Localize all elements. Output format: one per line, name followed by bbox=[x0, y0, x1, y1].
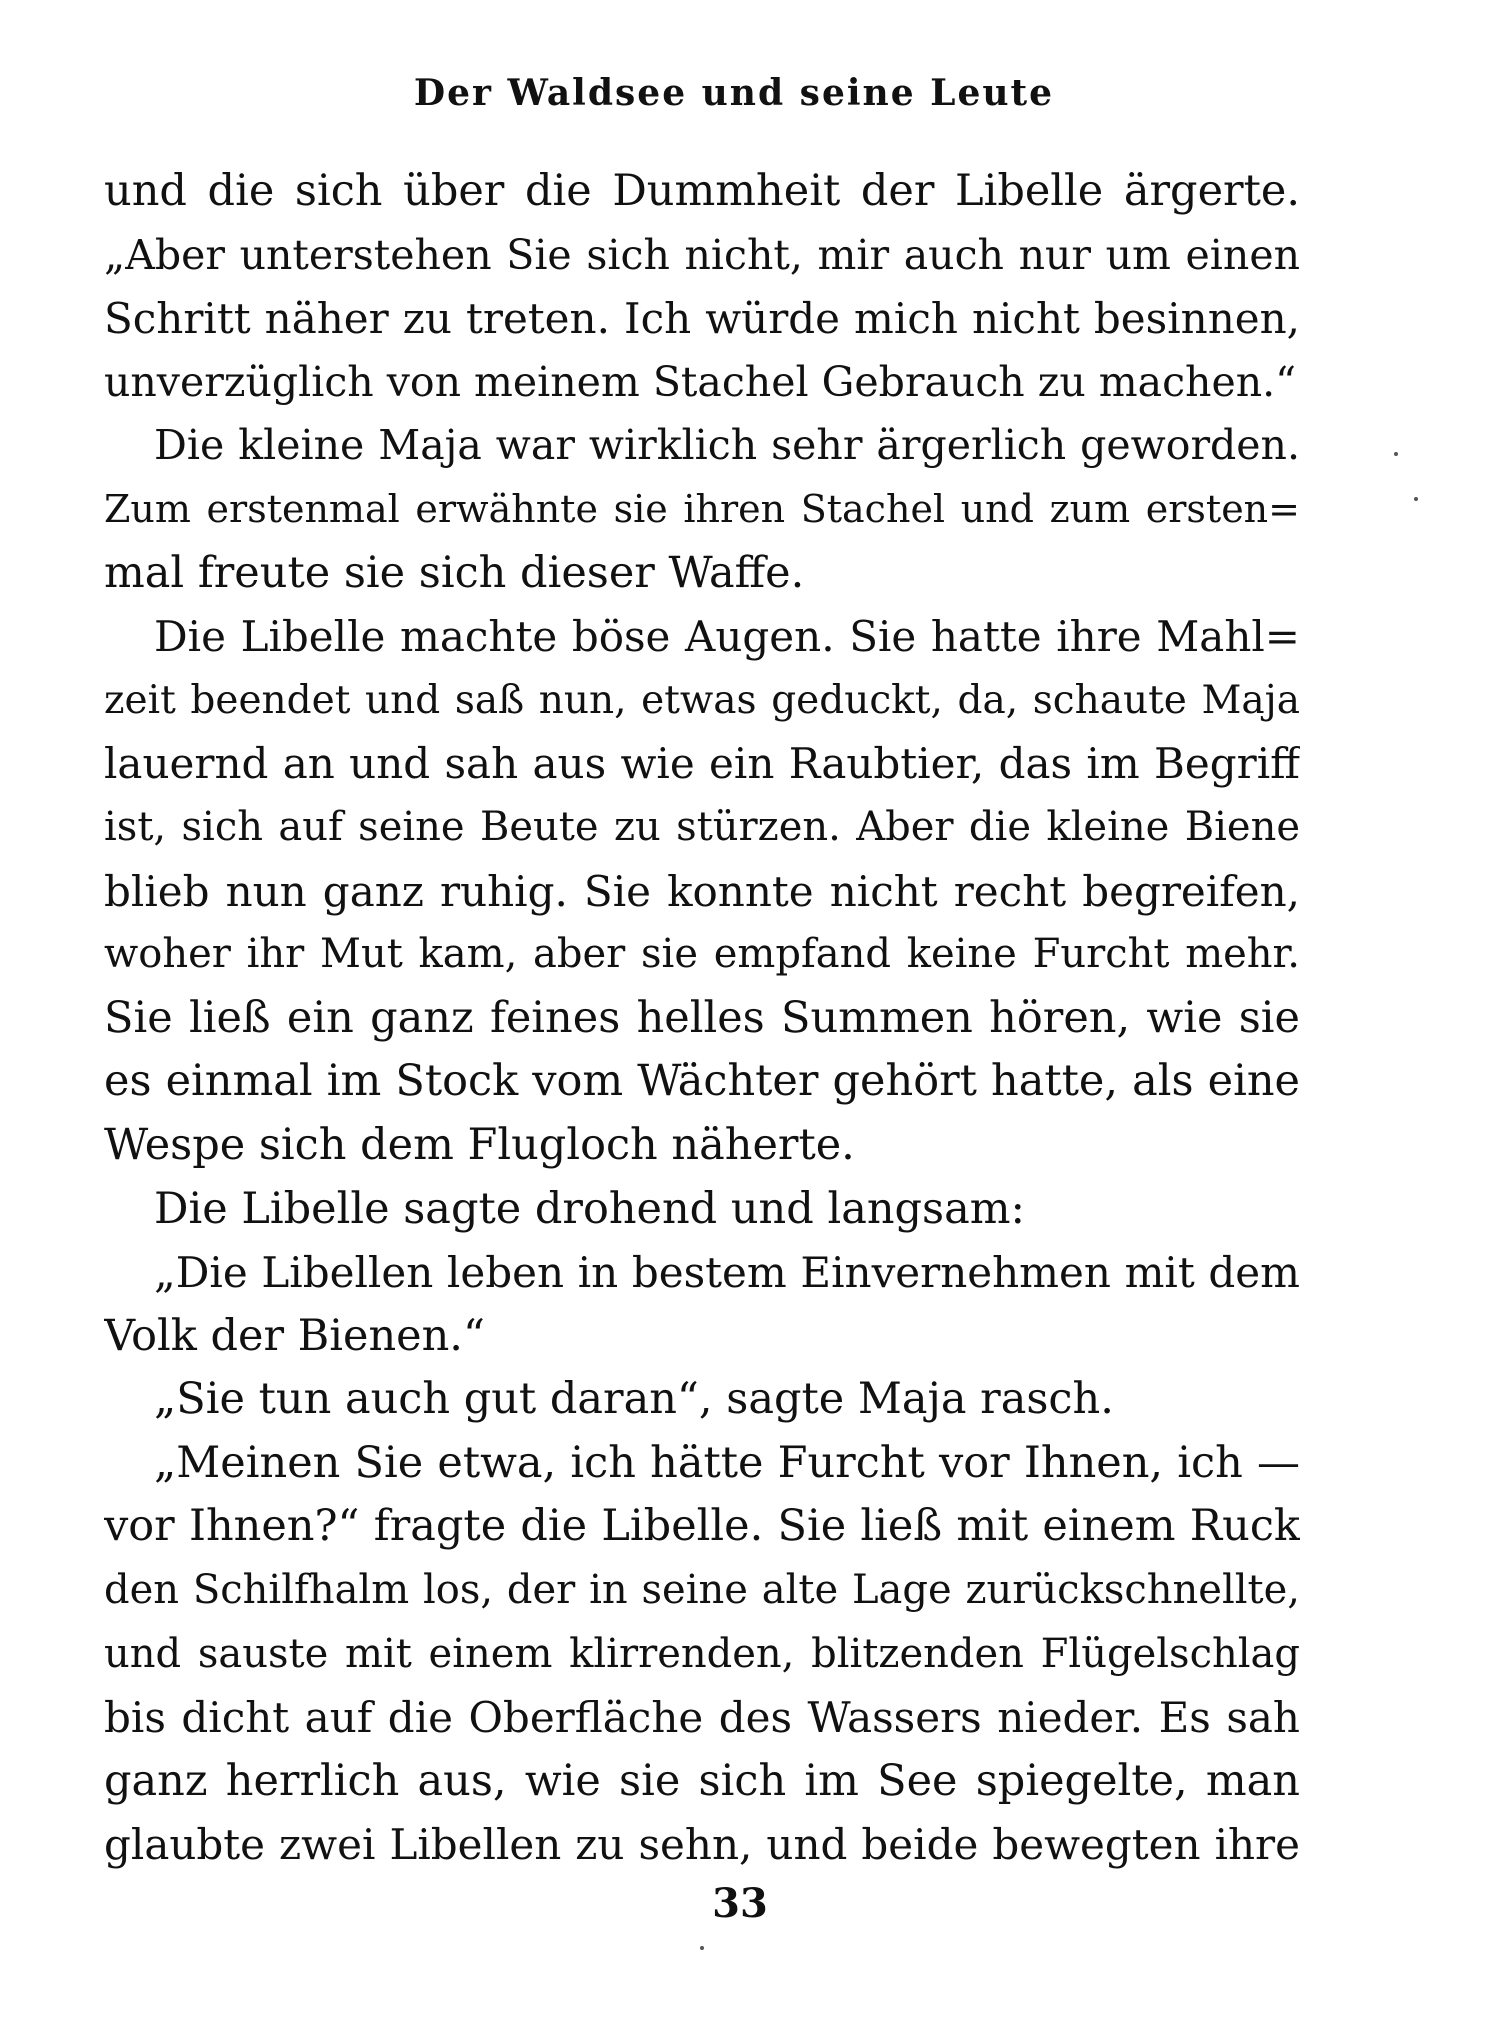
text-line: „Aber unterstehen Sie sich nicht, mir auch nur um einen bbox=[104, 230, 1300, 279]
print-speck bbox=[1394, 452, 1398, 456]
text-line: den Schilfhalm los, der in seine alte Lage zurückschnellte, bbox=[104, 1567, 1300, 1614]
text-line: blieb nun ganz ruhig. Sie konnte nicht recht begreifen, bbox=[104, 866, 1300, 916]
body-text bbox=[104, 160, 1300, 1877]
text-line: ganz herrlich aus, wie sie sich im See spiegelte, man bbox=[104, 1755, 1300, 1806]
text-line: woher ihr Mut kam, aber sie empfand keine Furcht mehr. bbox=[104, 931, 1300, 978]
text-line: Sie ließ ein ganz feines helles Summen hören, wie sie bbox=[104, 992, 1300, 1043]
print-speck bbox=[1414, 497, 1418, 501]
text-line: Wespe sich dem Flugloch näherte. bbox=[104, 1119, 855, 1170]
text-line: zeit beendet und saß nun, etwas geduckt, da, schaute Maja bbox=[104, 677, 1300, 723]
text-line: glaubte zwei Libellen zu sehn, und beide bewegten ihre bbox=[104, 1820, 1300, 1870]
running-head: Der Waldsee und seine Leute bbox=[413, 72, 1055, 114]
text-line: Volk der Bienen.“ bbox=[104, 1310, 485, 1361]
page-number: 33 bbox=[712, 1880, 768, 1927]
text-line: Die Libelle machte böse Augen. Sie hatte ihre Mahl= bbox=[154, 612, 1300, 662]
text-line: es einmal im Stock vom Wächter gehört hatte, als eine bbox=[104, 1056, 1300, 1107]
text-line: bis dicht auf die Oberfläche des Wassers nieder. Es sah bbox=[104, 1693, 1300, 1743]
text-line: „Die Libellen leben in bestem Einvernehmen mit dem bbox=[154, 1248, 1300, 1298]
text-line: Zum erstenmal erwähnte sie ihren Stachel und zum ersten= bbox=[104, 486, 1300, 531]
text-line: unverzüglich von meinem Stachel Gebrauch zu machen.“ bbox=[104, 357, 1297, 406]
text-line: Die kleine Maja war wirklich sehr ärgerlich geworden. bbox=[154, 421, 1300, 470]
text-line: vor Ihnen?“ fragte die Libelle. Sie ließ mit einem Ruck bbox=[104, 1501, 1300, 1552]
text-line: mal freute sie sich dieser Waffe. bbox=[104, 547, 805, 598]
text-line: Schritt näher zu treten. Ich würde mich nicht besinnen, bbox=[104, 294, 1300, 344]
text-line: „Sie tun auch gut daran“, sagte Maja rasch. bbox=[154, 1374, 1114, 1425]
text-line: lauernd an und sah aus wie ein Raubtier, das im Begriff bbox=[104, 739, 1300, 789]
text-line: und die sich über die Dummheit der Libelle ärgerte. bbox=[104, 166, 1300, 216]
text-line: Die Libelle sagte drohend und langsam: bbox=[154, 1183, 1026, 1234]
text-line: „Meinen Sie etwa, ich hätte Furcht vor Ihnen, ich — bbox=[154, 1437, 1300, 1488]
print-speck bbox=[700, 1946, 704, 1950]
text-line: und sauste mit einem klirrenden, blitzenden Flügelschlag bbox=[104, 1630, 1300, 1677]
text-line: ist, sich auf seine Beute zu stürzen. Aber die kleine Biene bbox=[104, 803, 1300, 850]
